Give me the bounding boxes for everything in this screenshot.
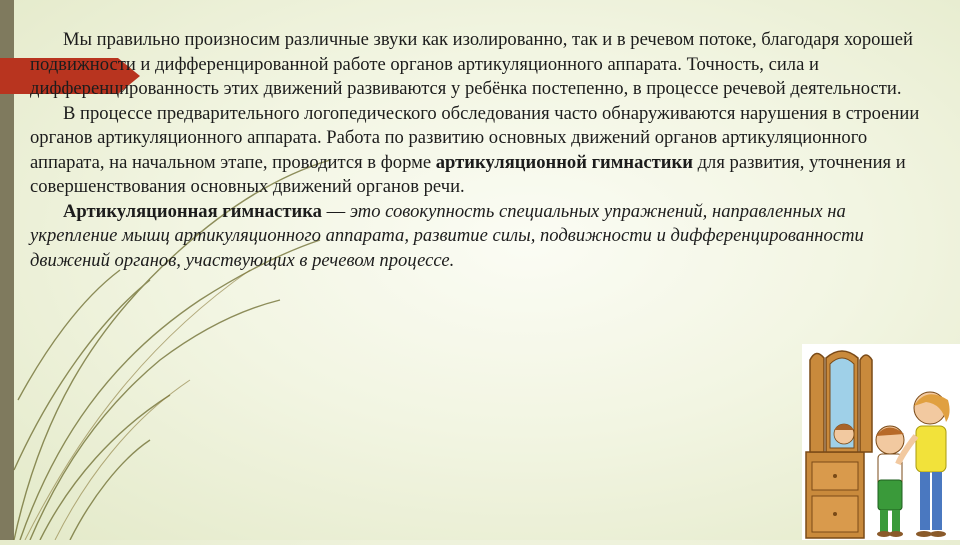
definition-text: это совокупность специальных упражнений, направленных на укрепление мышц артикуляционного аппарата, развитие силы, подвижности и дифференцированности движений органов, участвующих в речевом процессе. xyxy=(30,200,864,271)
paragraph-2-text-end: для развития, уточнения и совершенствования основных движений органов речи. xyxy=(30,151,906,197)
paragraph-2-bold-term: артикуляционной гимнастики xyxy=(435,151,693,173)
definition-term: Артикуляционная гимнастика xyxy=(63,200,322,222)
child-and-woman-at-mirror-illustration xyxy=(802,344,960,540)
slide-text-body xyxy=(30,28,930,273)
paragraph-2-text-start: В процессе предварительного логопедического обследования часто обнаруживаются нарушения в строении органов артикуляционного аппарата. Работа по развитию основных движений органов артикуляционного аппарата, на начальном этапе, проводится в форме xyxy=(30,102,920,173)
paragraph-3 xyxy=(30,200,930,274)
paragraph-1 xyxy=(30,28,930,102)
paragraph-1-text: Мы правильно произносим различные звуки как изолированно, так и в речевом потоке, благодаря хорошей подвижности и дифференцированной работе органов артикуляционного аппарата. Точность, сила и дифференцированность этих движений развиваются у ребёнка постепенно, в процессе речевой деятельности. xyxy=(30,29,913,99)
paragraph-2 xyxy=(30,102,930,200)
definition-dash: — xyxy=(321,200,350,222)
